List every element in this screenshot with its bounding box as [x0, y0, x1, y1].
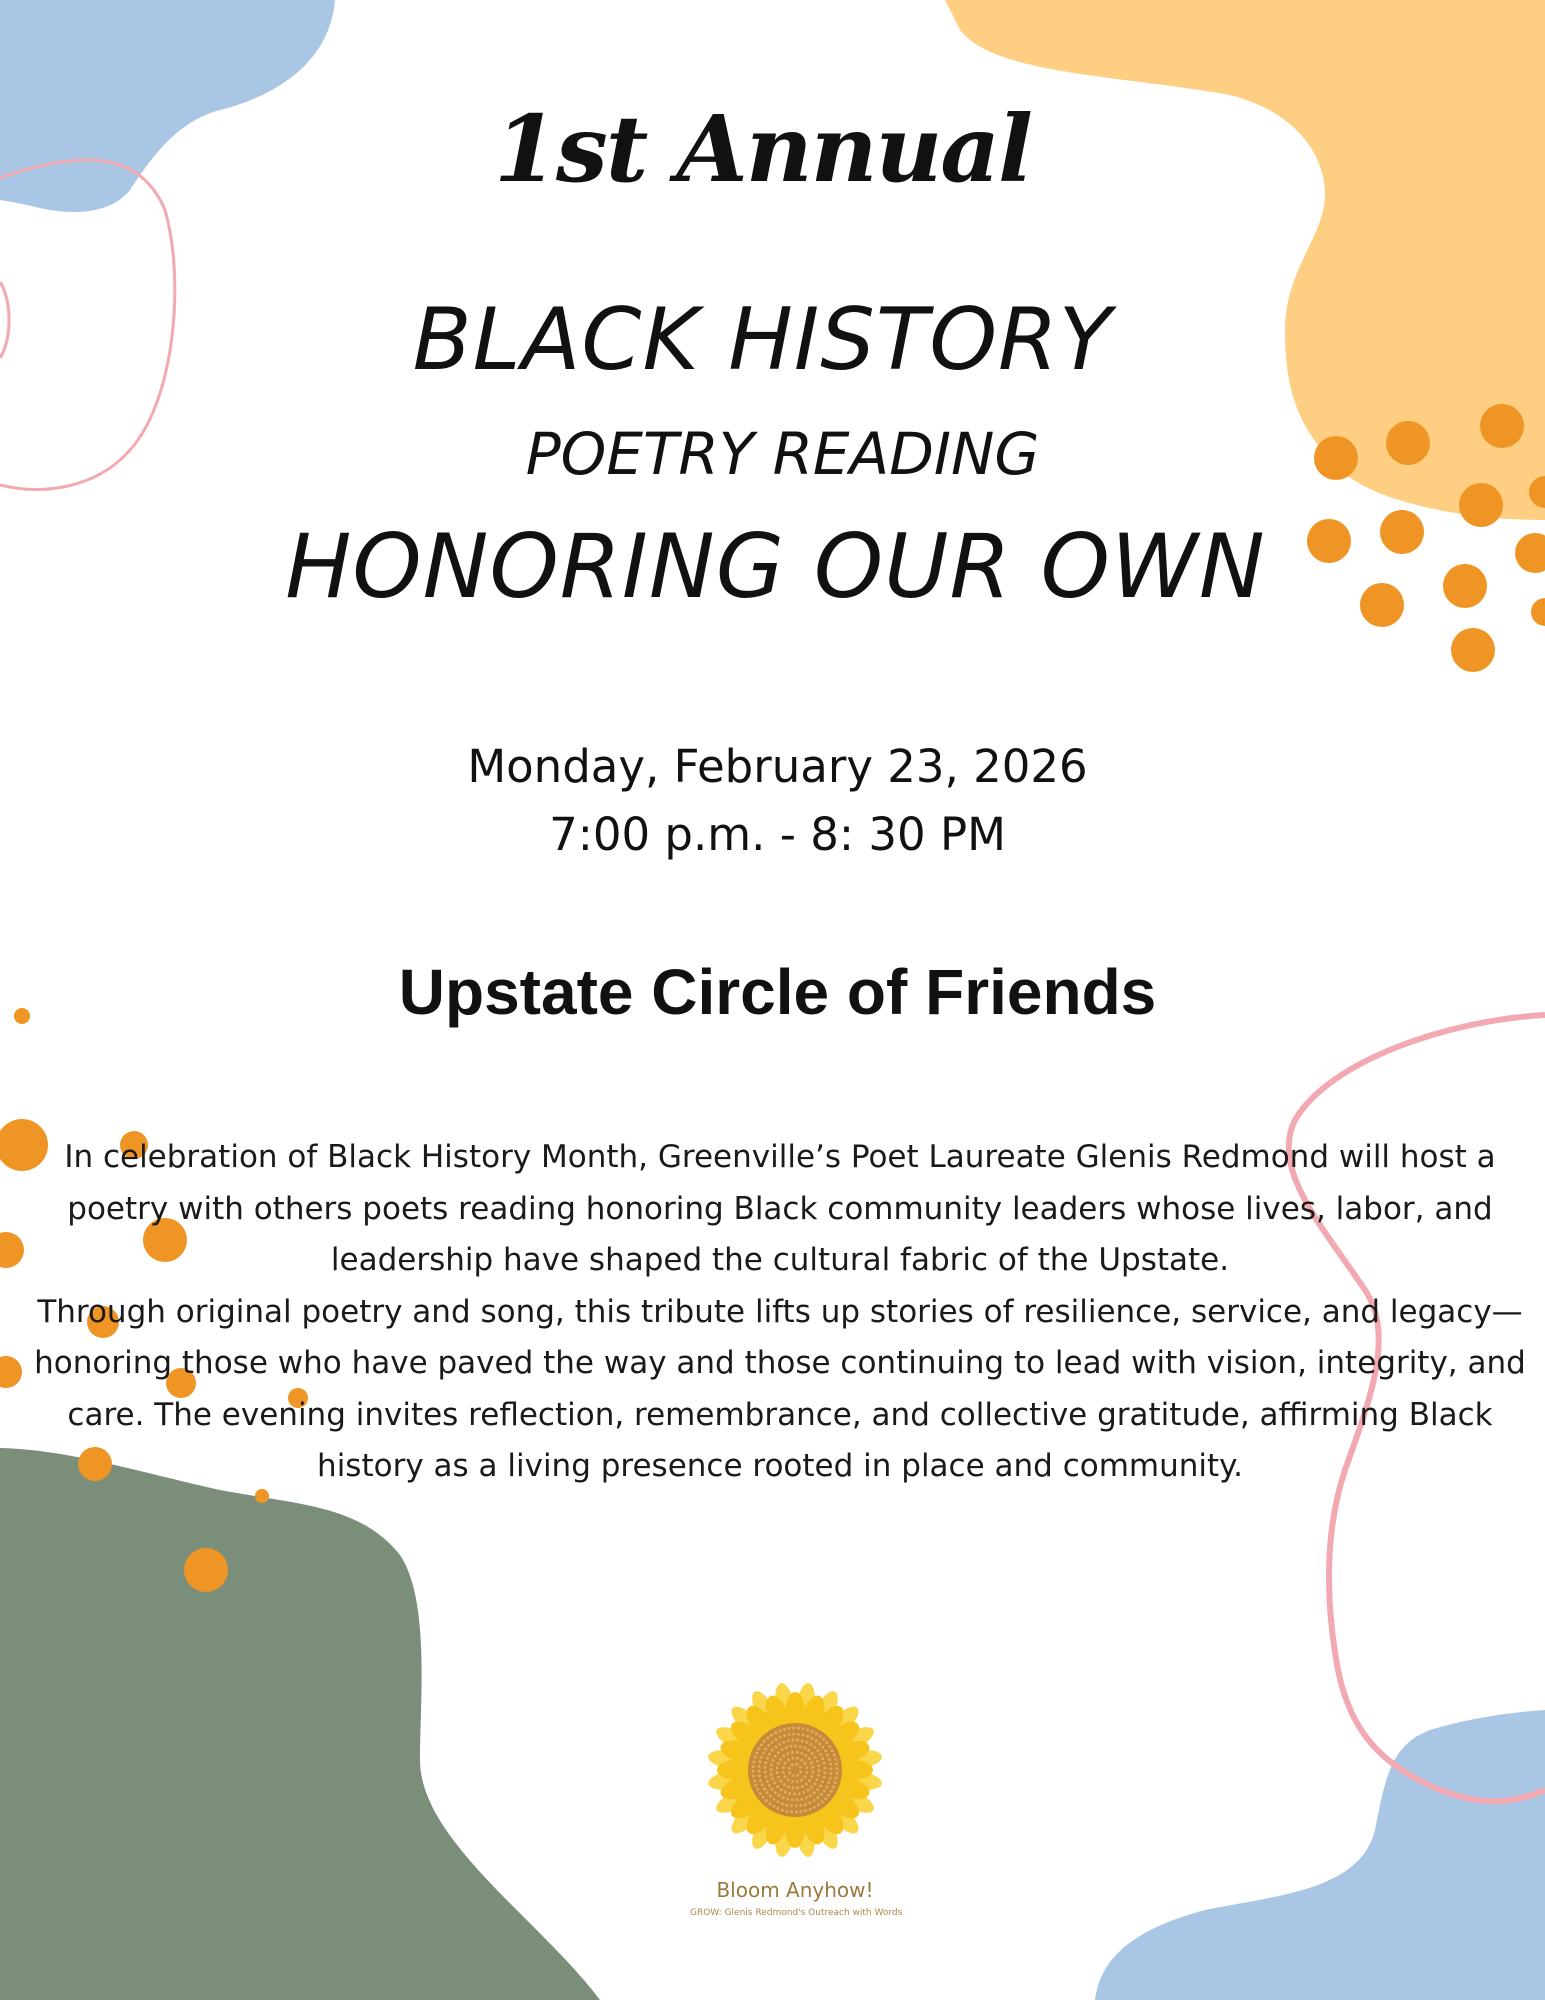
sunflower-seed: [779, 1736, 782, 1739]
sunflower-seed: [796, 1757, 799, 1760]
sunflower-seed: [828, 1745, 831, 1748]
sunflower-seed: [829, 1772, 832, 1775]
sunflower-seed: [789, 1745, 792, 1748]
sunflower-seed: [823, 1771, 826, 1774]
event-description: [25, 1132, 1535, 1493]
sunflower-seed: [771, 1749, 774, 1752]
sunflower-seed: [774, 1791, 777, 1794]
sunflower-seed: [809, 1794, 812, 1797]
description-paragraph: Through original poetry and song, this tribute lifts up stories of resilience, service, and legacy—honoring those who have paved the way and those continuing to lead with vision, integrity, and care. The evening invites reflection, remembrance, and collective gratitude, affirming Black history as a living presence rooted in place and community.: [34, 1293, 1526, 1484]
sunflower-seed: [809, 1743, 812, 1746]
sunflower-seed: [791, 1751, 794, 1754]
sunflower-seed: [752, 1770, 755, 1773]
sunflower-seed: [808, 1801, 811, 1804]
sunflower-seed: [802, 1791, 805, 1794]
sunflower-seed: [830, 1790, 833, 1793]
sunflower-seed: [791, 1786, 794, 1789]
sunflower-seed: [802, 1727, 805, 1730]
sunflower-seed: [823, 1766, 826, 1769]
sunflower-seed: [758, 1765, 761, 1768]
sunflower-seed: [800, 1759, 803, 1762]
sunflower-seed: [821, 1746, 824, 1749]
sunflower-seed: [792, 1774, 795, 1777]
sunflower-seed: [808, 1757, 811, 1760]
sunflower-seed: [827, 1794, 830, 1797]
sunflower-seed: [816, 1796, 819, 1799]
sunflower-seed: [821, 1757, 824, 1760]
sunflower-seed: [799, 1745, 802, 1748]
sunflower-seed: [817, 1764, 820, 1767]
sunflower-seed: [769, 1795, 772, 1798]
sunflower-seed: [791, 1780, 794, 1783]
sunflower-seed: [787, 1758, 790, 1761]
sunflower-seed: [779, 1758, 782, 1761]
sunflower-seed: [764, 1761, 767, 1764]
sunflower-seed: [825, 1786, 828, 1789]
sunflower-seed: [784, 1791, 787, 1794]
sunflower-seed: [791, 1739, 794, 1742]
theme-title: HONORING OUR OWN: [285, 515, 1266, 618]
sunflower-seed: [805, 1796, 808, 1799]
sunflower-seed: [786, 1752, 789, 1755]
sunflower-seed: [820, 1793, 823, 1796]
sunflower-seed: [788, 1727, 791, 1730]
sunflower-seed: [771, 1777, 774, 1780]
sunflower-seed: [819, 1735, 822, 1738]
sunflower-seed: [816, 1778, 819, 1781]
sunflower-seed: [830, 1767, 833, 1770]
sunflower-seed: [774, 1731, 777, 1734]
sunflower-seed: [778, 1743, 781, 1746]
sunflower-seed: [810, 1786, 813, 1789]
sunflower-seed: [805, 1771, 808, 1774]
sunflower-seed: [803, 1775, 806, 1778]
sunflower-seed: [799, 1766, 802, 1769]
headline: BLACK HISTORY: [412, 290, 1113, 390]
sunflower-seed: [832, 1786, 835, 1789]
logo-title: Bloom Anyhow!: [716, 1878, 874, 1902]
sunflower-seed: [804, 1754, 807, 1757]
sunflower-seed: [827, 1781, 830, 1784]
sunflower-seed: [772, 1759, 775, 1762]
sunflower-seed: [796, 1751, 799, 1754]
sunflower-center: [748, 1723, 842, 1817]
sunflower-seed: [815, 1739, 818, 1742]
sunflower-seed: [807, 1749, 810, 1752]
sunflower-seed: [776, 1771, 779, 1774]
sunflower-seed: [787, 1739, 790, 1742]
sunflower-seed: [766, 1757, 769, 1760]
sunflower-seed: [804, 1809, 807, 1812]
sunflower-seed: [788, 1792, 791, 1795]
sunflower-seed: [806, 1728, 809, 1731]
logo-tagline: GROW: Glenis Redmond's Outreach with Words: [690, 1908, 903, 1918]
sunflower-seed: [805, 1766, 808, 1769]
sunflower-seed: [785, 1804, 788, 1807]
sunflower-seed: [817, 1749, 820, 1752]
sunflower-seed: [755, 1752, 758, 1755]
sunflower-seed: [777, 1762, 780, 1765]
sunflower-seed: [800, 1752, 803, 1755]
sunflower-seed: [831, 1749, 834, 1752]
sunflower-seed: [821, 1801, 824, 1804]
sunflower-seed: [764, 1775, 767, 1778]
blue-blob-bottom-right: [1095, 1710, 1545, 2000]
sunflower-seed: [806, 1735, 809, 1738]
sunflower-seed: [783, 1728, 786, 1731]
sunflower-seed: [787, 1778, 790, 1781]
sunflower-seed: [802, 1733, 805, 1736]
sunflower-seed: [776, 1766, 779, 1769]
sunflower-seed: [811, 1752, 814, 1755]
sunflower-seed: [797, 1733, 800, 1736]
sunflower-seed: [813, 1799, 816, 1802]
sunflower-seed: [788, 1771, 791, 1774]
sunflower-seed: [801, 1739, 804, 1742]
sunflower-seed: [813, 1806, 816, 1809]
sunflower-seed: [788, 1767, 791, 1770]
sunflower-seed: [804, 1762, 807, 1765]
sunflower-seed: [770, 1763, 773, 1766]
sunflower-seed: [834, 1758, 837, 1761]
sunflower-seed: [821, 1780, 824, 1783]
sunflower-seed: [835, 1763, 838, 1766]
sunflower-seed: [768, 1802, 771, 1805]
sunflower-seed: [835, 1772, 838, 1775]
sunflower-seed: [800, 1810, 803, 1813]
sunflower-seed: [758, 1770, 761, 1773]
sunflower-seed: [782, 1766, 785, 1769]
sunflower-seed: [768, 1784, 771, 1787]
sunflower-seed: [826, 1741, 829, 1744]
sunflower-seed: [781, 1809, 784, 1812]
sunflower-seed: [805, 1741, 808, 1744]
sunflower-seed: [815, 1732, 818, 1735]
sunflower-seed: [800, 1779, 803, 1782]
sunflower-seed: [772, 1805, 775, 1808]
sunflower-seed: [752, 1761, 755, 1764]
sunflower-seed: [762, 1796, 765, 1799]
sunflower-seed: [754, 1784, 757, 1787]
sunflower-seed: [766, 1780, 769, 1783]
sunflower-seed: [762, 1752, 765, 1755]
sunflower-seed: [781, 1748, 784, 1751]
sunflower-seed: [777, 1807, 780, 1810]
sunflower-seed: [788, 1733, 791, 1736]
sunflower-seed: [778, 1794, 781, 1797]
sunflower-seed: [799, 1770, 802, 1773]
sunflower-seed: [781, 1802, 784, 1805]
sunflower-seed: [803, 1747, 806, 1750]
sunflower-seed: [804, 1803, 807, 1806]
sunflower-seed: [835, 1777, 838, 1780]
sunflower-seed: [790, 1810, 793, 1813]
sunflower-seed: [810, 1775, 813, 1778]
sunflower-seed: [791, 1763, 794, 1766]
sunflower-seed: [752, 1765, 755, 1768]
sunflower-seed: [768, 1753, 771, 1756]
sunflower-seed: [800, 1798, 803, 1801]
sunflower-seed: [763, 1788, 766, 1791]
sunflower-seed: [758, 1774, 761, 1777]
sunflower-seed: [811, 1766, 814, 1769]
sunflower-seed: [786, 1798, 789, 1801]
sunflower-seed: [752, 1775, 755, 1778]
sunflower-seed: [824, 1797, 827, 1800]
sunflower-seed: [808, 1779, 811, 1782]
sunflower-seed: [811, 1771, 814, 1774]
sunflower-seed: [834, 1781, 837, 1784]
sunflower-seed: [823, 1790, 826, 1793]
sunflower-seed: [819, 1784, 822, 1787]
sunflower-seed: [766, 1791, 769, 1794]
sunflower-seed: [809, 1808, 812, 1811]
sunflower-seed: [818, 1769, 821, 1772]
sunflower-seed: [819, 1753, 822, 1756]
sunflower-seed: [777, 1800, 780, 1803]
sunflower-seed: [836, 1767, 839, 1770]
sunflower-seed: [813, 1746, 816, 1749]
sunflower-seed: [791, 1798, 794, 1801]
sunflower-seed: [753, 1779, 756, 1782]
sunflower-seed: [823, 1776, 826, 1779]
sunflower-seed: [759, 1792, 762, 1795]
sunflower-seed: [760, 1756, 763, 1759]
annual-label: 1st Annual: [494, 95, 1031, 203]
sunflower-seed: [764, 1771, 767, 1774]
event-date: Monday, February 23, 2026: [467, 740, 1088, 793]
sunflower-seed: [796, 1780, 799, 1783]
sunflower-seed: [796, 1786, 799, 1789]
sunflower-seed: [798, 1792, 801, 1795]
sunflower-seed: [777, 1776, 780, 1779]
subheadline: POETRY READING: [525, 420, 1040, 488]
sunflower-seed: [823, 1762, 826, 1765]
sunflower-seed: [801, 1785, 804, 1788]
sunflower-seed: [799, 1804, 802, 1807]
sunflower-seed: [829, 1763, 832, 1766]
sunflower-seed: [783, 1734, 786, 1737]
sunflower-seed: [783, 1783, 786, 1786]
sunflower-seed: [793, 1793, 796, 1796]
sunflower-seed: [813, 1792, 816, 1795]
sunflower-seed: [795, 1763, 798, 1766]
sunflower-seed: [806, 1789, 809, 1792]
sunflower-seed: [795, 1811, 798, 1814]
sunflower-seed: [792, 1727, 795, 1730]
sunflower-icon: [695, 1670, 895, 1870]
sunflower-seed: [791, 1757, 794, 1760]
sunflower-seed: [782, 1771, 785, 1774]
sunflower-seed: [818, 1742, 821, 1745]
sunflower-seed: [771, 1741, 774, 1744]
sunflower-seed: [817, 1774, 820, 1777]
sunflower-seed: [833, 1753, 836, 1756]
organization-name: Upstate Circle of Friends: [398, 956, 1157, 1028]
sunflower-seed: [786, 1810, 789, 1813]
sunflower-seed: [810, 1761, 813, 1764]
sunflower-seed: [782, 1741, 785, 1744]
sunflower-seed: [770, 1773, 773, 1776]
sunflower-seed: [779, 1780, 782, 1783]
sunflower-seed: [784, 1762, 787, 1765]
sunflower-seed: [811, 1730, 814, 1733]
bloom-anyhow-logo: [690, 1670, 903, 1918]
sunflower-seed: [783, 1775, 786, 1778]
sunflower-seed: [782, 1754, 785, 1757]
sunflower-seed: [814, 1756, 817, 1759]
sunflower-seed: [828, 1758, 831, 1761]
sunflower-seed: [796, 1798, 799, 1801]
sunflower-seed: [777, 1751, 780, 1754]
sunflower-seed: [753, 1756, 756, 1759]
sunflower-seed: [767, 1744, 770, 1747]
sunflower-seed: [790, 1804, 793, 1807]
sunflower-seed: [764, 1748, 767, 1751]
sunflower-seed: [782, 1796, 785, 1799]
sunflower-seed: [757, 1747, 760, 1750]
sunflower-seed: [761, 1783, 764, 1786]
sunflower-seed: [760, 1743, 763, 1746]
event-time: 7:00 p.m. - 8: 30 PM: [549, 808, 1006, 861]
sunflower-seed: [775, 1738, 778, 1741]
sunflower-seed: [822, 1738, 825, 1741]
sunflower-seed: [787, 1785, 790, 1788]
sunflower-seed: [759, 1779, 762, 1782]
sunflower-seed: [816, 1788, 819, 1791]
sunflower-seed: [764, 1766, 767, 1769]
sunflower-seed: [813, 1782, 816, 1785]
sunflower-seed: [817, 1803, 820, 1806]
sunflower-seed: [816, 1760, 819, 1763]
sunflower-seed: [795, 1805, 798, 1808]
sunflower-seed: [773, 1781, 776, 1784]
sunflower-seed: [776, 1785, 779, 1788]
sunflower-seed: [826, 1754, 829, 1757]
green-blob-bottom-left: [0, 1448, 600, 2000]
sunflower-seed: [824, 1750, 827, 1753]
sunflower-seed: [774, 1746, 777, 1749]
sunflower-seed: [756, 1788, 759, 1791]
sunflower-seed: [796, 1739, 799, 1742]
sunflower-seed: [765, 1799, 768, 1802]
sunflower-seed: [785, 1746, 788, 1749]
sunflower-seed: [778, 1729, 781, 1732]
sunflower-seed: [792, 1733, 795, 1736]
sunflower-seed: [773, 1798, 776, 1801]
sunflower-seed: [796, 1774, 799, 1777]
sunflower-seed: [766, 1737, 769, 1740]
sunflower-seed: [780, 1788, 783, 1791]
sunflower-seed: [770, 1768, 773, 1771]
sunflower-seed: [770, 1734, 773, 1737]
sunflower-seed: [794, 1745, 797, 1748]
sunflower-seed: [805, 1783, 808, 1786]
sunflower-seed: [771, 1788, 774, 1791]
sunflower-seed: [829, 1777, 832, 1780]
description-paragraph: In celebration of Black History Month, Greenville’s Poet Laureate Glenis Redmond will host a poetry with others poets reading honoring Black community leaders whose lives, labor, and leadership have shaped the cultural fabric of the Upstate.: [64, 1139, 1496, 1278]
sunflower-seed: [774, 1755, 777, 1758]
sunflower-seed: [763, 1740, 766, 1743]
sunflower-seed: [758, 1760, 761, 1763]
sunflower-seed: [797, 1727, 800, 1730]
sunflower-seed: [811, 1737, 814, 1740]
